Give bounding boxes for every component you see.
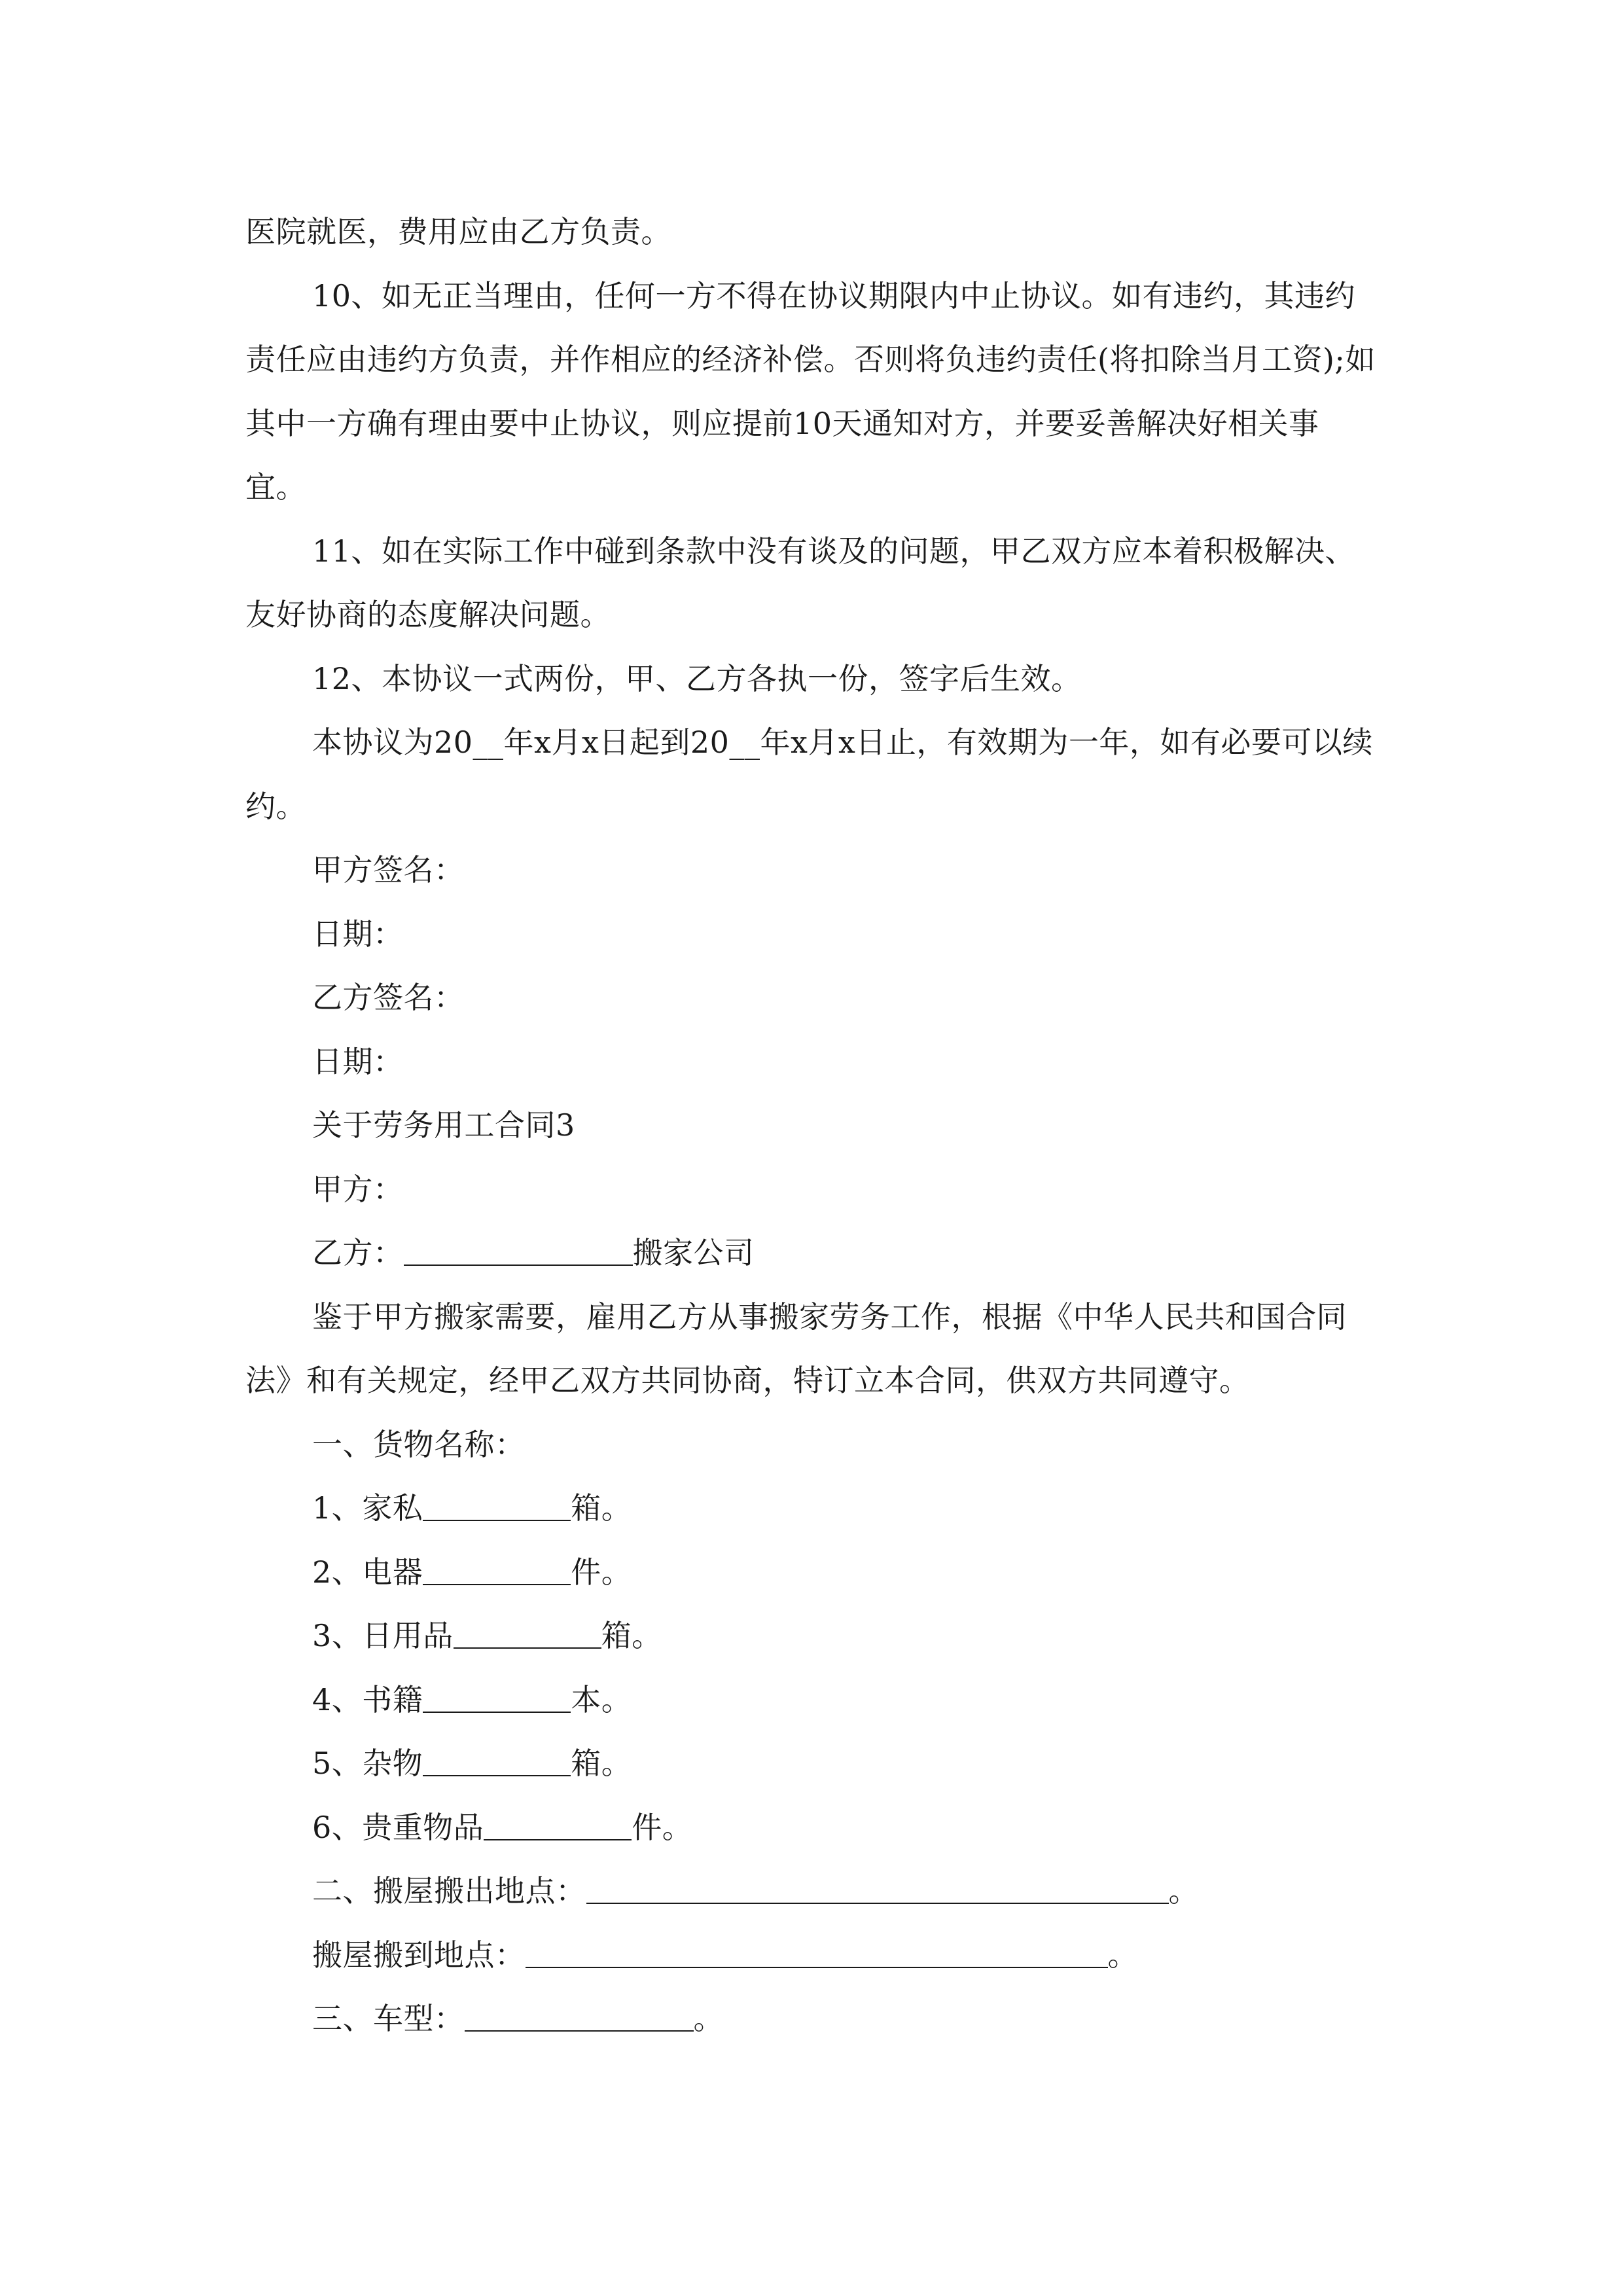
section-goods-heading: 一、货物名称：	[312, 1426, 526, 1462]
vehicle-type-blank	[465, 2000, 694, 2032]
clause-11: 11、如在实际工作中碰到条款中没有谈及的问题，甲乙双方应本着积极解决、友好协商的态度解决问题。	[245, 533, 1356, 632]
moving-company-label: 搬家公司	[632, 1235, 755, 1270]
quantity-blank	[454, 1617, 601, 1649]
quantity-blank	[423, 1490, 571, 1521]
move-in-address-line	[245, 1924, 1378, 1988]
goods-item-unit: 箱。	[601, 1618, 662, 1653]
move-out-address-line	[245, 1859, 1378, 1924]
party-b-line	[245, 1221, 1378, 1285]
clause-10: 10、如无正当理由，任何一方不得在协议期限内中止协议。如有违约，其违约责任应由违约方负责，并作相应的经济补偿。否则将负违约责任(将扣除当月工资);如其中一方确有理由要中止协议，则应提前10天通知对方，并要妥善解决好相关事宜。	[245, 278, 1376, 505]
move-out-address-label: 二、搬屋搬出地点：	[312, 1873, 586, 1909]
goods-item-unit: 本。	[571, 1681, 632, 1717]
move-out-address-blank	[586, 1873, 1169, 1904]
party-a-date-label: 日期：	[312, 916, 404, 952]
quantity-blank	[423, 1681, 571, 1713]
goods-item-label: 6、贵重物品	[312, 1809, 484, 1845]
party-a-label: 甲方：	[312, 1171, 404, 1207]
line-period: 。	[1107, 1937, 1138, 1973]
goods-item-sundries	[245, 1732, 1378, 1796]
goods-item-unit: 件。	[632, 1809, 693, 1845]
contract-title: 关于劳务用工合同3	[312, 1107, 575, 1143]
goods-item-label: 4、书籍	[312, 1681, 423, 1717]
line-period: 。	[1168, 1873, 1199, 1909]
party-a-signature-label: 甲方签名：	[312, 852, 465, 888]
goods-item-unit: 箱。	[571, 1490, 632, 1526]
goods-item-unit: 箱。	[571, 1746, 632, 1781]
goods-item-unit: 件。	[571, 1554, 632, 1590]
move-in-address-blank	[526, 1937, 1108, 1968]
party-b-signature-label: 乙方签名：	[312, 980, 465, 1015]
goods-item-label: 5、杂物	[312, 1746, 423, 1781]
vehicle-type-line	[245, 1987, 1378, 2051]
paragraph-continuation: 医院就医，费用应由乙方负责。	[245, 214, 671, 249]
party-b-label: 乙方：	[312, 1235, 404, 1270]
goods-item-furniture	[245, 1477, 1378, 1541]
goods-item-daily-goods	[245, 1604, 1378, 1668]
goods-item-label: 3、日用品	[312, 1618, 454, 1653]
goods-item-appliances	[245, 1541, 1378, 1605]
quantity-blank	[423, 1554, 571, 1585]
goods-item-label: 2、电器	[312, 1554, 423, 1590]
goods-item-label: 1、家私	[312, 1490, 423, 1526]
line-period: 。	[693, 2001, 724, 2036]
clause-12: 12、本协议一式两份，甲、乙方各执一份，签字后生效。	[312, 660, 1082, 696]
move-in-address-label: 搬屋搬到地点：	[312, 1937, 526, 1973]
party-b-name-blank	[404, 1234, 633, 1266]
document-body	[245, 200, 1378, 2051]
agreement-period: 本协议为20__年x月x日起到20__年x月x日止，有效期为一年，如有必要可以续约。	[245, 725, 1373, 824]
party-b-date-label: 日期：	[312, 1043, 404, 1079]
quantity-blank	[423, 1745, 571, 1776]
goods-item-valuables	[245, 1796, 1378, 1860]
contract-preamble: 鉴于甲方搬家需要，雇用乙方从事搬家劳务工作，根据《中华人民共和国合同法》和有关规定，经甲乙双方共同协商，特订立本合同，供双方共同遵守。	[245, 1299, 1347, 1398]
vehicle-type-label: 三、车型：	[312, 2001, 465, 2036]
goods-item-books	[245, 1668, 1378, 1732]
quantity-blank	[484, 1809, 632, 1840]
